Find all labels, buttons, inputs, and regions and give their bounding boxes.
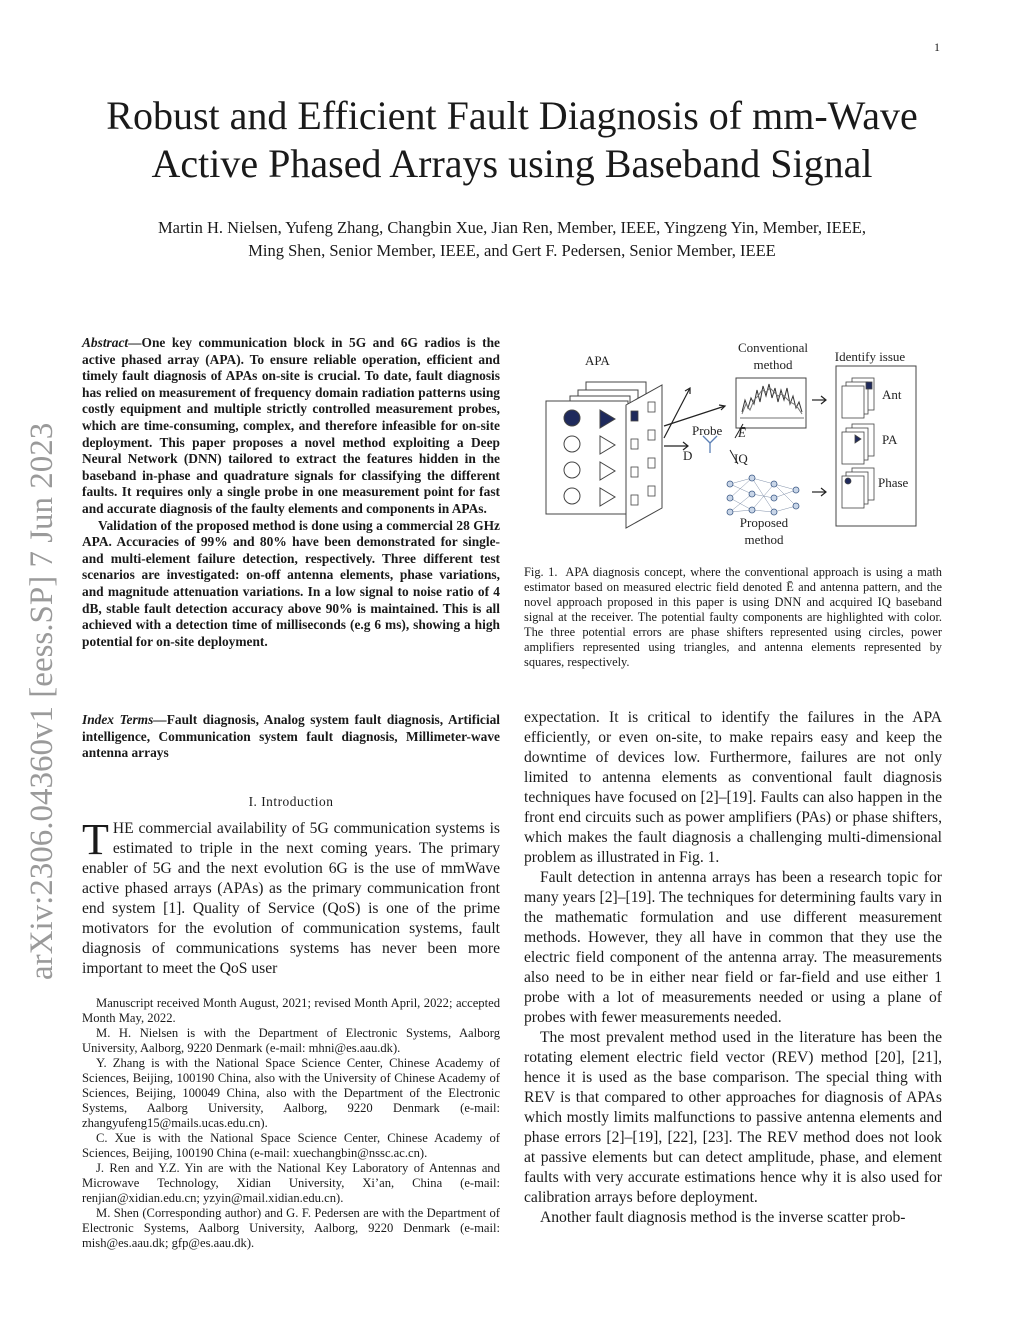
body-paragraph: Fault detection in antenna arrays has been a research topic for many years [2]–[19]. The techniques for determining faults vary in the mathematic formulation and use different measurement methods. However, they all have in common that they use the electric field component of the antenna array. The measurements also need to be in either near field or far-field and use either 1 probe with a lot of measurements needed or using a plane of probes with fewer measurements needed.: [524, 869, 942, 1026]
nn-edge: [774, 506, 796, 512]
label-conventional-2: method: [753, 357, 793, 372]
abstract-lead: Abstract—: [82, 335, 142, 350]
intro-text: HE commercial availability of 5G communication systems is estimated to triple in the next coming years. The primary enabler of 5G and the next evolution 6G is the use of mmWave active phased arrays (APAs) as the primary communication front end system [1]. Quality of Service (QoS) is one of the prime motivators for the evolution of communication systems, fault diagnosis of communications systems has never been more important to meet the QoS user: [82, 820, 500, 977]
nn-node: [749, 491, 755, 497]
nn-node: [793, 487, 799, 493]
label-proposed-1: Proposed: [739, 515, 789, 530]
body-paragraph: Another fault diagnosis method is the inverse scatter prob-: [540, 1209, 906, 1226]
nn-edge: [774, 484, 796, 506]
antenna-element-square: [648, 430, 655, 440]
antenna-element-square: [648, 458, 655, 468]
radiation-arrows: [664, 388, 725, 450]
caption-text: APA diagnosis concept, where the conventional approach is using a math estimator based on measured electric field denoted Ē and antenna pattern, and the novel approach proposed in this paper is using DNN and acquired IQ baseband signal at the receiver. The potential faulty components are highlighted with color. The three potential errors are phase shifters represented using circles, power amplifiers represented using triangles, and antenna elements represented by squares, respectively.: [524, 565, 942, 669]
label-probe: Probe: [692, 423, 723, 438]
footnote: Manuscript received Month August, 2021; revised Month April, 2022; accepted Month May, 2022.: [82, 996, 500, 1025]
index-terms-lead: Index Terms—: [82, 712, 167, 727]
footnotes: [82, 996, 500, 1251]
abstract: [82, 335, 500, 650]
arxiv-id: arXiv:2306.04360v1 [eess.SP] 7 Jun 2023: [24, 422, 60, 980]
abstract-paragraph-1: One key communication block in 5G and 6G radios is the active phased array (APA). To ensure reliable operation, efficient and timely fault diagnosis of APAs on-site is crucial. To date, fault diagnosis has relied on measurement of frequency domain radiation patterns using costly equipment and multiple strictly controlled measurement probes, which are time-consuming, complex, and therefore infeasible for on-site deployment. This paper proposes a novel method exploiting a Deep Neural Network (DNN) tailored to extract the features hidden in the baseband in-phase and quadrature signals for classifying the different faults. It requires only a single probe in one measurement point for fast and accurate diagnosis of the faulty elements and components in APAs.: [82, 335, 500, 516]
body-paragraph: The most prevalent method used in the literature has been the rotating element electric field vector (REV) method [20], [21], hence it is used as the base comparison. The special thing with REV is that compared to other approaches for diagnosis of APAs which mostly limits malfunctions to passive antenna elements and phase errors [2]–[19], [22], [23]. The REV method does not look at passive elements but can detect amplitude, phase, and element faults with very accurate estimations hence why it is also used for calibration arrays before deployment.: [524, 1029, 942, 1206]
abstract-paragraph-2: Validation of the proposed method is done using a commercial 28 GHz APA. Accuracies of 99% and 80% have been demonstrated for single- and multi-element failure detection, respectively. Three different test scenarios are investigated: on-off antenna elements, phase variations, and magnitude attenuation variations. In a low signal to noise ratio of 4 dB, stable fault detection accuracy above 90% is maintained. This is all achieved with a detection time of milliseconds (e.g 6 ms), showing a high potential for on-site deployment.: [82, 517, 500, 649]
radiation-arrow: [664, 388, 690, 438]
index-terms: [82, 712, 500, 762]
title-line-1: Robust and Efficient Fault Diagnosis of mm-Wave: [106, 93, 918, 138]
nn-node: [727, 509, 733, 515]
neural-network: [730, 478, 796, 512]
faulty-antenna-marker: [866, 382, 872, 389]
body-paragraph: expectation. It is critical to identify the failures in the APA efficiently, or even on-site, to make repairs easy and keep the downtime of devices low. Furthermore, failures are not only limited to antenna elements as conventional fault diagnosis techniques have focused on [2]–[19]. Faults can also happen in the front end circuits such as power amplifiers (PAs) or phase shifters, which makes the fault diagnosis a challenging multi-dimensional problem as illustrated in Fig. 1.: [524, 709, 942, 866]
phase-shifter-circle: [564, 436, 580, 452]
nn-edge: [730, 498, 752, 510]
figure-1-diagram: [540, 338, 940, 553]
antenna-element-square: [631, 439, 638, 449]
nn-node: [727, 495, 733, 501]
label-identify-issue: Identify issue: [834, 349, 906, 364]
nn-node: [727, 481, 733, 487]
mini-array-front: [842, 432, 864, 464]
antenna-panel: [626, 385, 662, 528]
author-line-2: Ming Shen, Senior Member, IEEE, and Gert F. Pedersen, Senior Member, IEEE: [248, 241, 776, 260]
phase-shifter-circle: [564, 462, 580, 478]
index-terms-text: Fault diagnosis, Analog system fault diagnosis, Artificial intelligence, Communication system fault diagnosis, Millimeter-wave antenna arrays: [82, 712, 500, 761]
footnote: J. Ren and Y.Z. Yin are with the National Key Laboratory of Antennas and Microwave Technology, Xidian University, Xi’an, China (e-mail: renjian@xidian.edu.cn; yzyin@mail.xidian.edu.cn).: [82, 1161, 500, 1205]
footnote: Y. Zhang is with the National Space Science Center, Chinese Academy of Sciences, Beijing, 100190 China, also with the University of Chinese Academy of Sciences, Beijing, 100049 China, also with the Department of the Electronic Systems, Aalborg University, Aalborg, 9220 Denmark (e-mail: zhangyufeng15@mails.ucas.edu.cn).: [82, 1056, 500, 1130]
section-heading: I. Introduction: [248, 794, 334, 809]
label-apa: APA: [585, 353, 610, 368]
label-phase: Phase: [878, 475, 909, 490]
figure-1-caption: [524, 565, 942, 670]
page-number: 1: [934, 40, 940, 54]
faulty-antenna-element-square: [631, 411, 638, 421]
antenna-element-square: [631, 467, 638, 477]
nn-node: [771, 495, 777, 501]
right-column-body: [524, 708, 942, 1228]
label-ant: Ant: [882, 387, 902, 402]
footnote: M. H. Nielsen is with the Department of Electronic Systems, Aalborg University, Aalborg, 9220 Denmark (e-mail: mhni@es.aau.dk).: [82, 1026, 500, 1055]
label-e-field: Ē: [738, 425, 746, 440]
probe-icon: [703, 436, 717, 453]
mini-array-front: [842, 386, 864, 418]
nn-edge: [730, 484, 752, 494]
title-line-2: Active Phased Arrays using Baseband Signal: [151, 141, 873, 186]
label-pa: PA: [882, 432, 898, 447]
nn-node: [749, 475, 755, 481]
author-list: [60, 216, 964, 262]
nn-edge: [752, 484, 774, 510]
phase-shifter-circle: [564, 488, 580, 504]
author-line-1: Martin H. Nielsen, Yufeng Zhang, Changbin Xue, Jian Ren, Member, IEEE, Yingzeng Yin, Member, IEEE,: [157, 218, 867, 237]
nn-node: [771, 481, 777, 487]
nn-node: [793, 503, 799, 509]
nn-edge: [774, 490, 796, 498]
drop-cap: T: [82, 815, 109, 864]
antenna-panel-outline: [626, 385, 662, 528]
label-iq: IQ: [734, 451, 748, 466]
caption-label: Fig. 1.: [524, 565, 558, 579]
faulty-phase-marker: [845, 478, 851, 484]
antenna-element-square: [648, 402, 655, 412]
arxiv-stamp: [4, 360, 64, 980]
paper-title: [40, 92, 984, 188]
nn-node: [749, 507, 755, 513]
footnote: C. Xue is with the National Space Science Center, Chinese Academy of Sciences, Beijing, 100190 China (e-mail: xuechangbin@nssc.ac.cn).: [82, 1131, 500, 1160]
antenna-element-square: [648, 486, 655, 496]
label-d: D: [683, 448, 693, 463]
label-conventional-1: Conventional: [737, 340, 809, 355]
faulty-phase-shifter-circle: [564, 410, 580, 426]
footnote: M. Shen (Corresponding author) and G. F. Pedersen are with the Department of Electronic Systems, Aalborg University, Aalborg, 9220 Denmark (e-mail: mish@es.aau.dk; gfp@es.aau.dk).: [82, 1206, 500, 1250]
intro-paragraph: [82, 815, 500, 979]
antenna-element-square: [631, 495, 638, 505]
label-proposed-2: method: [744, 532, 784, 547]
